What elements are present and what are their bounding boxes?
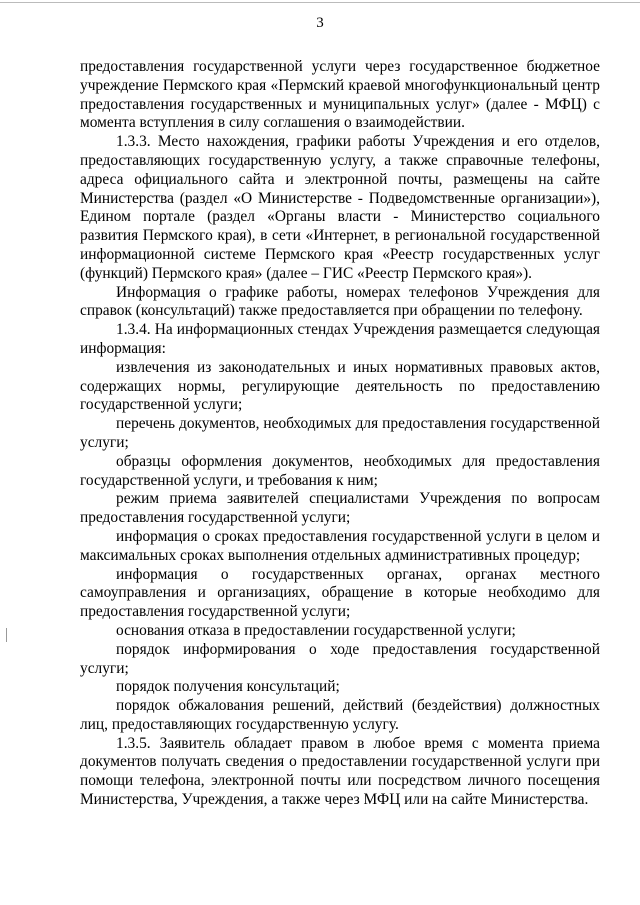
page-number: 3 [316, 15, 324, 31]
list-item-deadlines: информация о сроках предоставления государственной услуги в целом и максимальных сроках выполнения отдельных административных процедур; [80, 527, 600, 564]
scan-edge-mark [6, 628, 7, 642]
list-item-legal-extracts: извлечения из законодательных и иных нормативных правовых актов, содержащих нормы, регулирующие деятельность по предоставлению государственной услуги; [80, 358, 600, 414]
list-item-appeals: порядок обжалования решений, действий (бездействия) должностных лиц, предоставляющих государственную услугу. [80, 697, 600, 733]
paragraph-1-3-4: 1.3.4. На информационных стендах Учреждения размещается следующая информация: [80, 321, 600, 357]
paragraph-1-3-3: 1.3.3. Место нахождения, графики работы Учреждения и его отделов, предоставляющих государственную услугу, а также справочные телефоны, адреса официального сайта и электронной почты, размещены на сайте Министерства (раздел «О Министерстве - Подведомственные организации»), Едином портале (раздел «Органы власти - Министерство социального развития Пермского края), в сети «Интернет, в региональной государственной информационной системе Пермского края «Реестр государственных услуг (функций) Пермского края» (далее – ГИС «Реестр Пермского края»). [80, 133, 600, 282]
list-item-document-list: перечень документов, необходимых для предоставления государственной услуги; [80, 415, 600, 451]
list-item-authorities: информация о государственных органах, органах местного самоуправления и организациях, обращение в которые необходимо для предоставления государственной услуги; [80, 565, 600, 621]
list-item-progress-info: порядок информирования о ходе предоставления государственной услуги; [80, 640, 600, 677]
paragraph-1-3-5: 1.3.5. Заявитель обладает правом в любое время с момента приема документов получать сведения о предоставлении государственной услуги при помощи телефона, электронной почты или посредством личного посещения Министерства, Учреждения, а также через МФЦ или на сайте Министерства. [80, 734, 600, 809]
paragraph-intro: предоставления государственной услуги через государственное бюджетное учреждение Пермского края «Пермский краевой многофункциональный центр предоставления государственных и муниципальных услуг» (далее - МФЦ) с момента вступления в силу соглашения о взаимодействии. [80, 58, 600, 132]
paragraph-schedule-info: Информация о графике работы, номерах телефонов Учреждения для справок (консультаций) также предоставляется при обращении по телефону. [80, 283, 600, 320]
list-item-consultations: порядок получения консультаций; [116, 678, 340, 696]
list-item-form-samples: образцы оформления документов, необходимых для предоставления государственной услуги, и требования к ним; [80, 452, 600, 489]
list-item-reception-schedule: режим приема заявителей специалистами Учреждения по вопросам предоставления государственной услуги; [80, 490, 600, 527]
list-item-refusal-grounds: основания отказа в предоставлении государственной услуги; [116, 621, 516, 639]
document-body [80, 58, 600, 810]
top-rule [0, 2, 640, 3]
